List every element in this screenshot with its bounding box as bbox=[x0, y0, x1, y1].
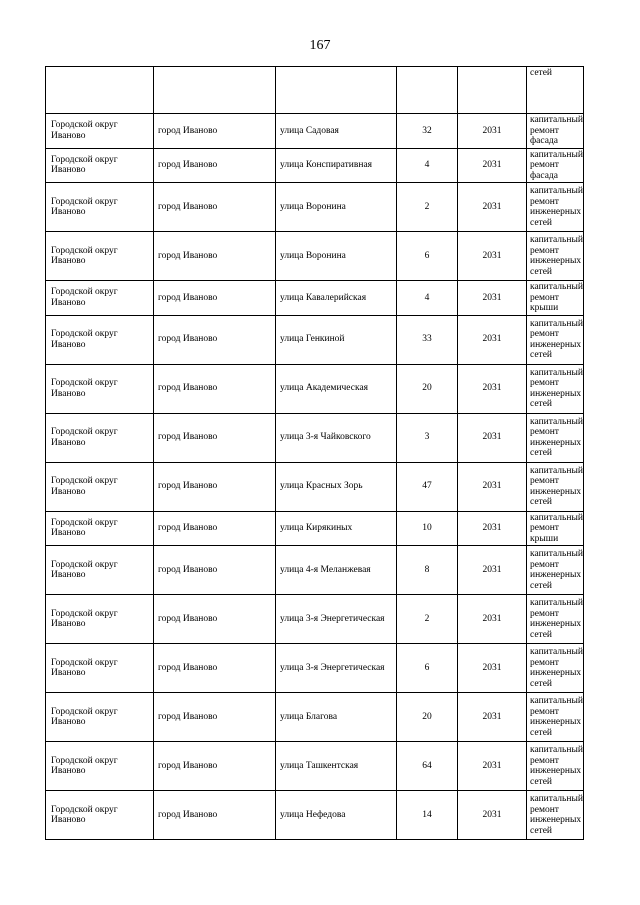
year-cell: 2031 bbox=[458, 511, 527, 546]
house-number-cell: 33 bbox=[397, 315, 458, 364]
city-cell: город Иваново bbox=[154, 595, 276, 644]
city-cell: город Иваново bbox=[154, 114, 276, 149]
city-cell: город Иваново bbox=[154, 315, 276, 364]
region-cell bbox=[46, 67, 154, 114]
region-cell: Городской округ Иваново bbox=[46, 693, 154, 742]
work-type-cell: капитальный ремонт инженерных сетей bbox=[527, 546, 584, 595]
work-type-cell: капитальный ремонт крыши bbox=[527, 511, 584, 546]
city-cell: город Иваново bbox=[154, 364, 276, 413]
street-cell: улица 3-я Энергетическая bbox=[276, 644, 397, 693]
work-type-cell: капитальный ремонт инженерных сетей bbox=[527, 364, 584, 413]
street-cell: улица Ташкентская bbox=[276, 742, 397, 791]
work-type-cell: капитальный ремонт инженерных сетей bbox=[527, 742, 584, 791]
region-cell: Городской округ Иваново bbox=[46, 595, 154, 644]
work-type-cell: капитальный ремонт инженерных сетей bbox=[527, 791, 584, 840]
house-number-cell: 32 bbox=[397, 114, 458, 149]
table-row bbox=[46, 644, 584, 693]
house-number-cell: 2 bbox=[397, 595, 458, 644]
street-cell: улица Кирякиных bbox=[276, 511, 397, 546]
table-row bbox=[46, 281, 584, 316]
city-cell: город Иваново bbox=[154, 232, 276, 281]
region-cell: Городской округ Иваново bbox=[46, 364, 154, 413]
year-cell: 2031 bbox=[458, 413, 527, 462]
street-cell: улица Нефедова bbox=[276, 791, 397, 840]
region-cell: Городской округ Иваново bbox=[46, 413, 154, 462]
city-cell: город Иваново bbox=[154, 148, 276, 183]
street-cell: улица 3-я Чайковского bbox=[276, 413, 397, 462]
house-number-cell: 64 bbox=[397, 742, 458, 791]
work-type-cell: капитальный ремонт инженерных сетей bbox=[527, 595, 584, 644]
street-cell: улица 3-я Энергетическая bbox=[276, 595, 397, 644]
region-cell: Городской округ Иваново bbox=[46, 742, 154, 791]
work-type-cell: капитальный ремонт фасада bbox=[527, 114, 584, 149]
year-cell: 2031 bbox=[458, 364, 527, 413]
year-cell: 2031 bbox=[458, 693, 527, 742]
table-body bbox=[46, 67, 584, 840]
region-cell: Городской округ Иваново bbox=[46, 546, 154, 595]
city-cell: город Иваново bbox=[154, 693, 276, 742]
table-row bbox=[46, 114, 584, 149]
table-row bbox=[46, 595, 584, 644]
city-cell: город Иваново bbox=[154, 281, 276, 316]
table-row bbox=[46, 791, 584, 840]
work-type-cell: капитальный ремонт инженерных сетей bbox=[527, 232, 584, 281]
city-cell: город Иваново bbox=[154, 791, 276, 840]
house-number-cell: 8 bbox=[397, 546, 458, 595]
street-cell: улица Генкиной bbox=[276, 315, 397, 364]
table-row bbox=[46, 413, 584, 462]
table-row bbox=[46, 546, 584, 595]
street-cell: улица Садовая bbox=[276, 114, 397, 149]
region-cell: Городской округ Иваново bbox=[46, 114, 154, 149]
table-row bbox=[46, 183, 584, 232]
table-row bbox=[46, 364, 584, 413]
table-row bbox=[46, 511, 584, 546]
table-row bbox=[46, 693, 584, 742]
street-cell: улица Кавалерийская bbox=[276, 281, 397, 316]
continuation-row bbox=[46, 67, 584, 114]
region-cell: Городской округ Иваново bbox=[46, 315, 154, 364]
region-cell: Городской округ Иваново bbox=[46, 511, 154, 546]
house-number-cell: 4 bbox=[397, 148, 458, 183]
table-row bbox=[46, 462, 584, 511]
region-cell: Городской округ Иваново bbox=[46, 183, 154, 232]
year-cell: 2031 bbox=[458, 315, 527, 364]
house-number-cell: 14 bbox=[397, 791, 458, 840]
house-number-cell: 6 bbox=[397, 232, 458, 281]
year-cell: 2031 bbox=[458, 114, 527, 149]
year-cell: 2031 bbox=[458, 232, 527, 281]
street-cell bbox=[276, 67, 397, 114]
work-type-cell: капитальный ремонт инженерных сетей bbox=[527, 644, 584, 693]
year-cell: 2031 bbox=[458, 595, 527, 644]
region-cell: Городской округ Иваново bbox=[46, 232, 154, 281]
region-cell: Городской округ Иваново bbox=[46, 462, 154, 511]
house-number-cell: 10 bbox=[397, 511, 458, 546]
year-cell: 2031 bbox=[458, 183, 527, 232]
region-cell: Городской округ Иваново bbox=[46, 791, 154, 840]
work-type-cell: капитальный ремонт инженерных сетей bbox=[527, 413, 584, 462]
house-number-cell: 6 bbox=[397, 644, 458, 693]
region-cell: Городской округ Иваново bbox=[46, 644, 154, 693]
region-cell: Городской округ Иваново bbox=[46, 281, 154, 316]
work-type-cell: капитальный ремонт фасада bbox=[527, 148, 584, 183]
house-number-cell: 47 bbox=[397, 462, 458, 511]
year-cell: 2031 bbox=[458, 148, 527, 183]
table-row bbox=[46, 232, 584, 281]
street-cell: улица Красных Зорь bbox=[276, 462, 397, 511]
year-cell: 2031 bbox=[458, 644, 527, 693]
work-type-cell: капитальный ремонт крыши bbox=[527, 281, 584, 316]
house-number-cell: 20 bbox=[397, 364, 458, 413]
house-number-cell: 20 bbox=[397, 693, 458, 742]
street-cell: улица Благова bbox=[276, 693, 397, 742]
city-cell: город Иваново bbox=[154, 183, 276, 232]
year-cell: 2031 bbox=[458, 281, 527, 316]
house-number-cell bbox=[397, 67, 458, 114]
work-type-cell: капитальный ремонт инженерных сетей bbox=[527, 183, 584, 232]
city-cell bbox=[154, 67, 276, 114]
city-cell: город Иваново bbox=[154, 644, 276, 693]
work-type-cell: капитальный ремонт инженерных сетей bbox=[527, 315, 584, 364]
region-cell: Городской округ Иваново bbox=[46, 148, 154, 183]
year-cell: 2031 bbox=[458, 742, 527, 791]
street-cell: улица Воронина bbox=[276, 183, 397, 232]
work-type-cell: капитальный ремонт инженерных сетей bbox=[527, 693, 584, 742]
table-row bbox=[46, 148, 584, 183]
city-cell: город Иваново bbox=[154, 546, 276, 595]
work-type-cell: капитальный ремонт инженерных сетей bbox=[527, 462, 584, 511]
street-cell: улица Конспиративная bbox=[276, 148, 397, 183]
city-cell: город Иваново bbox=[154, 511, 276, 546]
street-cell: улица Академическая bbox=[276, 364, 397, 413]
repair-schedule-table bbox=[45, 66, 584, 840]
year-cell: 2031 bbox=[458, 791, 527, 840]
house-number-cell: 2 bbox=[397, 183, 458, 232]
house-number-cell: 3 bbox=[397, 413, 458, 462]
table-row bbox=[46, 315, 584, 364]
house-number-cell: 4 bbox=[397, 281, 458, 316]
year-cell bbox=[458, 67, 527, 114]
page-number: 167 bbox=[309, 38, 331, 53]
table-row bbox=[46, 742, 584, 791]
city-cell: город Иваново bbox=[154, 462, 276, 511]
year-cell: 2031 bbox=[458, 462, 527, 511]
work-type-cell: сетей bbox=[527, 67, 584, 114]
year-cell: 2031 bbox=[458, 546, 527, 595]
city-cell: город Иваново bbox=[154, 742, 276, 791]
street-cell: улица Воронина bbox=[276, 232, 397, 281]
street-cell: улица 4-я Меланжевая bbox=[276, 546, 397, 595]
city-cell: город Иваново bbox=[154, 413, 276, 462]
